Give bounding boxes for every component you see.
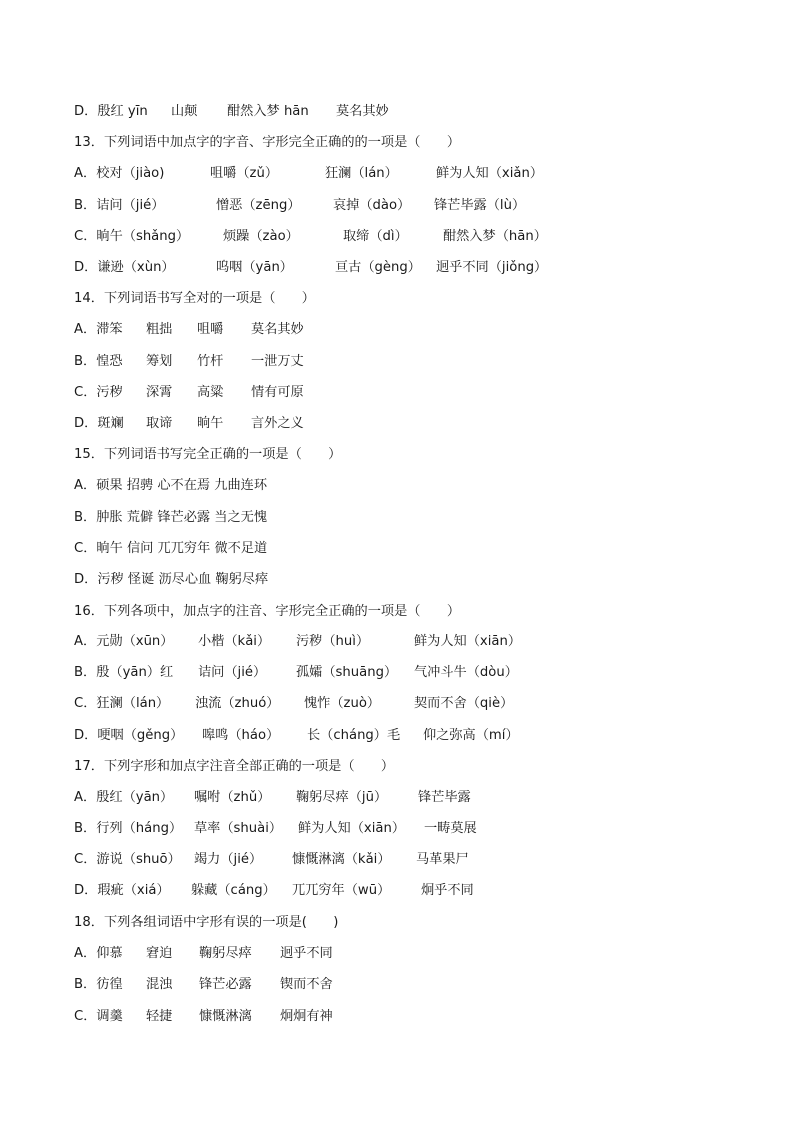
option-term: B．肿胀 荒僻 锋芒必露 当之无愧 xyxy=(74,510,268,525)
option-term: C．调羹 xyxy=(74,1009,123,1024)
answer-option xyxy=(0,100,794,124)
option-term: 酣然入梦 hān xyxy=(227,104,309,119)
option-term: 呜咽（yān） xyxy=(216,260,293,275)
option-term: 鲜为人知（xiān） xyxy=(414,634,522,649)
option-term: 情有可原 xyxy=(251,385,304,400)
option-term: 取缔（dì） xyxy=(343,229,408,244)
option-term: 竭力（jié） xyxy=(194,852,263,867)
option-term: D．哽咽（gěng） xyxy=(74,728,184,743)
question-text: 18．下列各组词语中字形有误的一项是( ) xyxy=(74,915,339,930)
option-term: A．校对（jiào) xyxy=(74,166,165,181)
option-term: A．元勋（xūn） xyxy=(74,634,174,649)
option-term: 草率（shuài） xyxy=(194,821,283,836)
question-text: 15．下列词语书写完全正确的一项是（ ） xyxy=(74,447,342,462)
option-term: 马革果尸 xyxy=(416,852,469,867)
option-term: A．仰慕 xyxy=(74,946,123,961)
option-term: 愧怍（zuò） xyxy=(304,696,381,711)
answer-option xyxy=(0,724,794,748)
option-term: 鞠躬尽瘁（jū） xyxy=(296,790,388,805)
option-term: C．污秽 xyxy=(74,385,123,400)
option-term: 污秽（huì） xyxy=(296,634,370,649)
option-term: 慷慨淋漓 xyxy=(199,1009,252,1024)
option-term: 小楷（kǎi） xyxy=(198,634,271,649)
answer-option xyxy=(0,661,794,685)
question-stem xyxy=(0,600,794,624)
answer-option xyxy=(0,537,794,561)
option-term: 狂澜（lán） xyxy=(325,166,398,181)
option-term: 鞠躬尽瘁 xyxy=(199,946,252,961)
option-term: 契而不舍（qiè） xyxy=(414,696,514,711)
option-term: 言外之义 xyxy=(251,416,304,431)
option-term: 取谛 xyxy=(146,416,173,431)
option-term: 嘱咐（zhǔ） xyxy=(194,790,271,805)
question-text: 14．下列词语书写全对的一项是（ ） xyxy=(74,291,315,306)
option-term: 诘问（jié） xyxy=(198,665,267,680)
question-text: 16．下列各项中，加点字的注音、字形完全正确的一项是（ ） xyxy=(74,604,461,619)
option-term: 咀嚼（zǔ） xyxy=(210,166,279,181)
option-term: 高粱 xyxy=(197,385,224,400)
option-term: 憎恶（zēng） xyxy=(216,198,301,213)
answer-option xyxy=(0,350,794,374)
option-term: 鲜为人知（xiǎn） xyxy=(436,166,544,181)
option-term: 迥乎不同 xyxy=(280,946,333,961)
option-term: 躲藏（cáng） xyxy=(191,883,276,898)
option-term: B．惶恐 xyxy=(74,354,123,369)
option-term: C．晌午（shǎng） xyxy=(74,229,190,244)
option-term: A．殷红（yān） xyxy=(74,790,174,805)
option-term: A．硕果 招骋 心不在焉 九曲连环 xyxy=(74,478,268,493)
option-term: 筹划 xyxy=(146,354,173,369)
answer-option xyxy=(0,256,794,280)
option-term: 锋芒毕露 xyxy=(418,790,471,805)
answer-option xyxy=(0,318,794,342)
option-term: 粗拙 xyxy=(146,322,173,337)
option-term: 嗥鸣（háo） xyxy=(202,728,280,743)
option-term: A．滞笨 xyxy=(74,322,123,337)
option-term: 酣然入梦（hān） xyxy=(443,229,547,244)
question-stem xyxy=(0,287,794,311)
option-term: 咀嚼 xyxy=(197,322,224,337)
option-term: 锋芒毕露（lù） xyxy=(434,198,526,213)
option-term: 莫名其妙 xyxy=(251,322,304,337)
answer-option xyxy=(0,1005,794,1029)
option-term: 气冲斗牛（dòu） xyxy=(414,665,518,680)
answer-option xyxy=(0,879,794,903)
option-term: C．游说（shuō） xyxy=(74,852,181,867)
option-term: D．殷红 yīn xyxy=(74,104,148,119)
question-stem xyxy=(0,443,794,467)
option-term: 混浊 xyxy=(146,977,173,992)
option-term: 炯炯有神 xyxy=(280,1009,333,1024)
option-term: D．瑕疵（xiá） xyxy=(74,883,170,898)
answer-option xyxy=(0,474,794,498)
option-term: 轻捷 xyxy=(146,1009,173,1024)
option-term: B．诘问（jié） xyxy=(74,198,165,213)
answer-option xyxy=(0,162,794,186)
answer-option xyxy=(0,381,794,405)
option-term: D．污秽 怪诞 沥尽心血 鞠躬尽瘁 xyxy=(74,572,269,587)
option-term: 兀兀穷年（wū） xyxy=(292,883,391,898)
answer-option xyxy=(0,848,794,872)
option-term: 莫名其妙 xyxy=(336,104,389,119)
option-term: B．彷徨 xyxy=(74,977,123,992)
answer-option xyxy=(0,692,794,716)
option-term: 哀掉（dào） xyxy=(333,198,411,213)
option-term: C．狂澜（lán） xyxy=(74,696,170,711)
answer-option xyxy=(0,194,794,218)
option-term: 鲜为人知（xiān） xyxy=(298,821,406,836)
option-term: 锋芒必露 xyxy=(199,977,252,992)
option-term: 一畴莫展 xyxy=(424,821,477,836)
question-stem xyxy=(0,131,794,155)
answer-option xyxy=(0,568,794,592)
question-text: 13．下列词语中加点字的字音、字形完全正确的的一项是（ ） xyxy=(74,135,461,150)
option-term: 仰之弥高（mí） xyxy=(423,728,519,743)
option-term: D．谦逊（xùn） xyxy=(74,260,175,275)
option-term: 山颠 xyxy=(171,104,198,119)
answer-option xyxy=(0,506,794,530)
question-stem xyxy=(0,911,794,935)
answer-option xyxy=(0,973,794,997)
option-term: D．斑斓 xyxy=(74,416,124,431)
option-term: 窘迫 xyxy=(146,946,173,961)
option-term: 炯乎不同 xyxy=(421,883,474,898)
option-term: 烦躁（zào） xyxy=(223,229,299,244)
option-term: 迥乎不同（jiǒng） xyxy=(436,260,548,275)
option-term: 竹杆 xyxy=(197,354,224,369)
option-term: 深霄 xyxy=(146,385,173,400)
answer-option xyxy=(0,412,794,436)
option-term: 孤孀（shuāng） xyxy=(296,665,398,680)
option-term: 晌午 xyxy=(197,416,224,431)
option-term: 慷慨淋漓（kǎi） xyxy=(292,852,391,867)
answer-option xyxy=(0,630,794,654)
option-term: 锲而不舍 xyxy=(280,977,333,992)
question-stem xyxy=(0,755,794,779)
question-text: 17．下列字形和加点字注音全部正确的一项是（ ） xyxy=(74,759,395,774)
answer-option xyxy=(0,942,794,966)
answer-option xyxy=(0,817,794,841)
answer-option xyxy=(0,786,794,810)
option-term: 浊流（zhuó） xyxy=(195,696,280,711)
option-term: 长（cháng）毛 xyxy=(307,728,401,743)
option-term: B．行列（háng） xyxy=(74,821,183,836)
option-term: 亘古（gèng） xyxy=(335,260,421,275)
answer-option xyxy=(0,225,794,249)
option-term: C．晌午 信问 兀兀穷年 微不足道 xyxy=(74,541,268,556)
option-term: 一泄万丈 xyxy=(251,354,304,369)
option-term: B．殷（yān）红 xyxy=(74,665,174,680)
